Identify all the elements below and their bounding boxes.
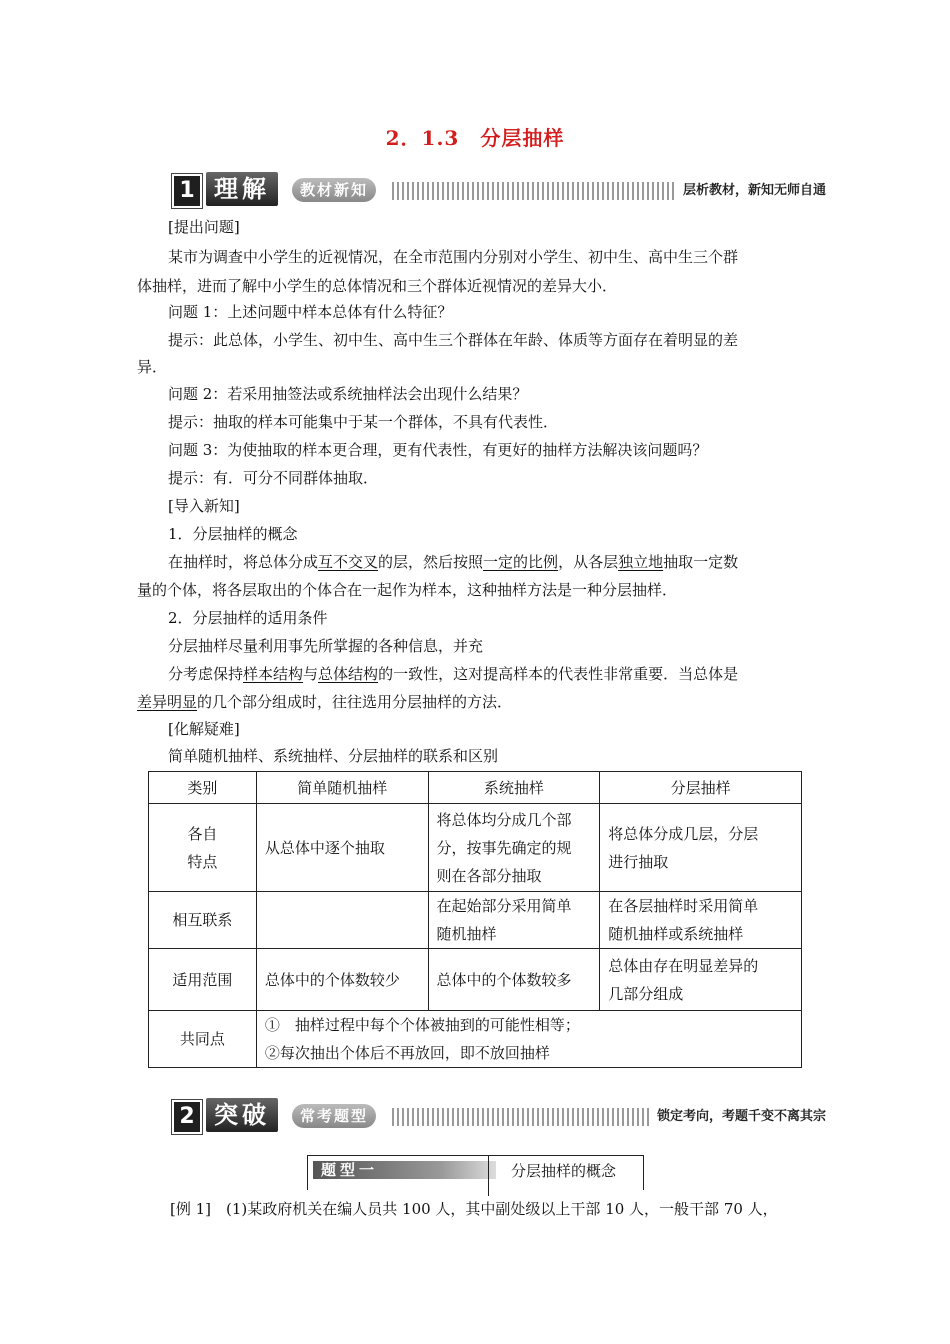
banner-sub-label: 常考题型 xyxy=(292,1104,376,1128)
cond-underline-2: 总体结构 xyxy=(318,665,379,683)
cell-simple xyxy=(256,892,428,949)
section-banner-understand xyxy=(170,172,840,208)
banner-tagline: 锁定考向，考题千变不离其宗 xyxy=(649,1106,834,1128)
intro-line-2: 体抽样，进而了解中小学生的总体情况和三个群体近视情况的差异大小． xyxy=(137,277,618,295)
header-cell: 简单随机抽样 xyxy=(256,772,428,804)
cell-simple: 总体中的个体数较少 xyxy=(256,949,428,1011)
cell-line: 则在各部分抽取 xyxy=(436,866,542,885)
cell-line: 总体由存在明显差异的 xyxy=(608,956,759,975)
cell-line: 在各层抽样时采用简单 xyxy=(608,897,759,915)
section-doubt-heading: [化解疑难] xyxy=(168,720,240,738)
section-new-heading: [导入新知] xyxy=(168,497,240,515)
concept-text-b: 的层，然后按照 xyxy=(378,553,484,571)
section-ask-heading: [提出问题] xyxy=(168,218,240,236)
concept-underline-3: 独立地 xyxy=(618,553,664,571)
banner-tagline: 层析教材，新知无师自通 xyxy=(675,180,834,202)
cond-underline-1: 样本结构 xyxy=(243,665,304,683)
table-caption: 简单随机抽样、系统抽样、分层抽样的联系和区别 xyxy=(168,747,499,765)
cell-line: 分，按事先确定的规 xyxy=(436,838,572,857)
cell-strat xyxy=(600,949,802,1011)
comparison-table xyxy=(148,771,802,1068)
table-row xyxy=(149,1011,802,1068)
cell-system xyxy=(428,804,600,892)
question-type-box xyxy=(307,1155,644,1190)
intro-line-1: 某市为调查中小学生的近视情况，在全市范围内分别对小学生、初中生、高中生三个群 xyxy=(168,248,739,266)
header-cell: 分层抽样 xyxy=(600,772,802,804)
hint-1-line-1: 提示：此总体，小学生、初中生、高中生三个群体在年龄、体质等方面存在着明显的差 xyxy=(168,331,739,349)
question-3: 问题 3：为使抽取的样本更合理，更有代表性，有更好的抽样方法解决该问题吗？ xyxy=(168,441,708,459)
cell-line: 随机抽样 xyxy=(436,925,497,943)
condition-line-3 xyxy=(137,693,512,711)
cond-text-d: 的几个部分组成时，往往选用分层抽样的方法． xyxy=(197,693,513,711)
row-label: 相互联系 xyxy=(149,892,257,949)
row-label xyxy=(149,804,257,892)
cond-text-c: 的一致性，这对提高样本的代表性非常重要．当总体是 xyxy=(378,665,739,683)
concept-text-d: 抽取一定数 xyxy=(663,553,739,571)
table-row xyxy=(149,949,802,1011)
row-label: 适用范围 xyxy=(149,949,257,1011)
cell-line: 将总体分成几层，分层 xyxy=(608,824,759,843)
cell-line: 在起始部分采用简单 xyxy=(436,897,572,915)
banner-number: 1 xyxy=(172,174,202,208)
condition-line-2 xyxy=(168,665,738,683)
question-1: 问题 1：上述问题中样本总体有什么特征？ xyxy=(168,303,453,321)
cell-line: ②每次抽出个体后不再放回，即不放回抽样 xyxy=(264,1044,550,1062)
header-cell: 系统抽样 xyxy=(428,772,600,804)
cond-underline-3: 差异明显 xyxy=(137,693,198,711)
table-header-row xyxy=(149,772,802,804)
banner-sub-label: 教材新知 xyxy=(292,178,376,202)
cond-text-b: 与 xyxy=(303,665,319,683)
cond-text-a: 分考虑保持 xyxy=(168,665,244,683)
type-box-divider xyxy=(488,1156,489,1196)
example-1-line: [例 1] (1)某政府机关在编人员共 100 人，其中副处级以上干部 10 人，一般干部 70 人， xyxy=(170,1200,778,1218)
row-label-line: 各自 xyxy=(187,824,218,843)
banner-number: 2 xyxy=(172,1100,202,1134)
cell-line: 随机抽样或系统抽样 xyxy=(608,925,744,943)
concept-text-a: 在抽样时，将总体分成 xyxy=(168,553,319,571)
cell-strat xyxy=(600,892,802,949)
concept-underline-2: 一定的比例 xyxy=(483,553,559,571)
banner-main-label: 理解 xyxy=(206,172,278,206)
question-type-title: 分层抽样的概念 xyxy=(511,1162,617,1180)
cell-line: 进行抽取 xyxy=(608,852,669,871)
concept-underline-1: 互不交叉 xyxy=(318,553,379,571)
hint-2: 提示：抽取的样本可能集中于某一个群体，不具有代表性． xyxy=(168,413,559,431)
banner-main-label: 突破 xyxy=(206,1098,278,1132)
concept-line-1 xyxy=(168,553,738,571)
table-row xyxy=(149,804,802,892)
table-row xyxy=(149,892,802,949)
cell-system xyxy=(428,892,600,949)
question-type-label: 题型一 xyxy=(313,1161,496,1179)
section-banner-breakthrough xyxy=(170,1098,840,1134)
header-cell: 类别 xyxy=(149,772,257,804)
row-label-line: 特点 xyxy=(187,852,218,871)
cell-simple: 从总体中逐个抽取 xyxy=(256,804,428,892)
concept-line-2: 量的个体，将各层取出的个体合在一起作为样本，这种抽样方法是一种分层抽样． xyxy=(137,581,678,599)
condition-heading: 2．分层抽样的适用条件 xyxy=(168,609,328,627)
question-2: 问题 2：若采用抽签法或系统抽样法会出现什么结果？ xyxy=(168,385,528,403)
concept-text-c: ，从各层 xyxy=(558,553,619,571)
cell-system: 总体中的个体数较多 xyxy=(428,949,600,1011)
cell-line: 几部分组成 xyxy=(608,984,684,1003)
cell-common xyxy=(256,1011,801,1068)
condition-line-1: 分层抽样尽量利用事先所掌握的各种信息，并充 xyxy=(168,637,484,655)
cell-strat xyxy=(600,804,802,892)
cell-line: 将总体均分成几个部 xyxy=(436,810,572,829)
hint-3: 提示：有．可分不同群体抽取． xyxy=(168,469,379,487)
hint-1-line-2: 异． xyxy=(137,358,168,376)
cell-line: ① 抽样过程中每个个体被抽到的可能性相等； xyxy=(264,1016,580,1034)
page-title: 2．1.3 分层抽样 xyxy=(385,126,565,150)
row-label: 共同点 xyxy=(149,1011,257,1068)
concept-heading: 1．分层抽样的概念 xyxy=(168,525,298,543)
